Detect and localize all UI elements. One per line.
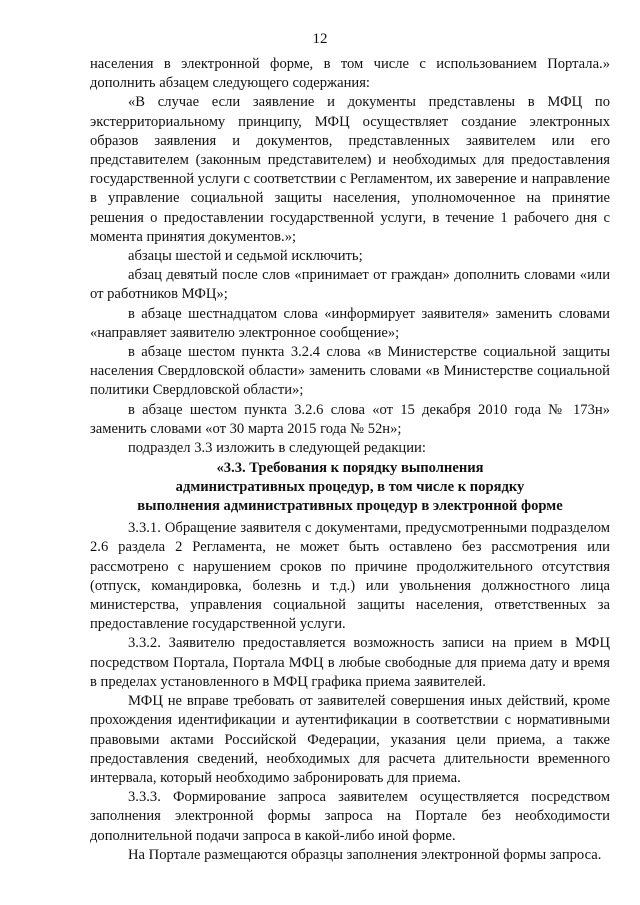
paragraph: абзацы шестой и седьмой исключить; [128, 248, 363, 265]
paragraph: На Портале размещаются образцы заполнения электронной формы запроса. [128, 846, 602, 863]
paragraph: «В случае если заявление и документы представлены в МФЦ по экстерриториальному принципу, МФЦ осуществляет создание электронных образов заявления и документов, представленных заявителем или его представителем (законным представителем) и необходимых для предоставления государственной услуги с соответствии с Регламентом, их заверение и направление в управление социальной защиты населения, уполномоченное на принятие решения о предоставлении государственной услуги, в течение 1 рабочего дня с момента принятия документов.»; [90, 94, 610, 245]
paragraph: МФЦ не вправе требовать от заявителей совершения иных действий, кроме прохождения идентификации и аутентификации в соответствии с нормативными правовыми актами Российской Федерации, указания цели приема, а также предоставления сведений, необходимых для расчета длительности временного интервала, который необходимо забронировать для приема. [90, 693, 610, 786]
paragraph: 3.3.2. Заявителю предоставляется возможность записи на прием в МФЦ посредством Портала, Портала МФЦ в любые свободные для приема дату и время в пределах установленного в МФЦ графика приема заявителей. [90, 635, 610, 690]
paragraph: 3.3.3. Формирование запроса заявителем осуществляется посредством заполнения электронной формы запроса на Портале без необходимости дополнительной подачи запроса в какой-либо иной форме. [90, 789, 610, 844]
paragraph: в абзаце шестнадцатом слова «информирует заявителя» заменить словами «направляет заявителю электронное сообщение»; [90, 305, 610, 341]
paragraph: абзац девятый после слов «принимает от граждан» дополнить словами «или от работников МФЦ»; [90, 267, 610, 303]
heading-line: выполнения административных процедур в электронной форме [137, 498, 563, 515]
paragraph: подраздел 3.3 изложить в следующей редакции: [128, 440, 426, 457]
paragraph: 3.3.1. Обращение заявителя с документами, предусмотренными подразделом 2.6 раздела 2 Регламента, не может быть оставлено без рассмотрения или рассмотрено с нарушением сроков по причине продолжительного отсутствия (отпуск, командировка, болезнь и т.д.) или увольнения должностного лица министерства, управления социальной защиты населения, ответственных за предоставление государственной услуги. [90, 520, 610, 633]
heading-line: административных процедур, в том числе к порядку [175, 479, 525, 496]
heading-line: «3.3. Требования к порядку выполнения [216, 460, 484, 477]
paragraph: в абзаце шестом пункта 3.2.6 слова «от 15 декабря 2010 года № 173н» заменить словами «от 30 марта 2015 года № 52н»; [90, 401, 610, 437]
document-body [90, 55, 610, 865]
paragraph: населения в электронной форме, в том числе с использованием Портала.» дополнить абзацем следующего содержания: [90, 56, 610, 92]
section-heading [90, 459, 610, 516]
paragraph: в абзаце шестом пункта 3.2.4 слова «в Министерстве социальной защиты населения Свердловской области» заменить словами «в Министерстве социальной политики Свердловской области»; [90, 344, 610, 399]
page-number: 12 [312, 31, 328, 47]
